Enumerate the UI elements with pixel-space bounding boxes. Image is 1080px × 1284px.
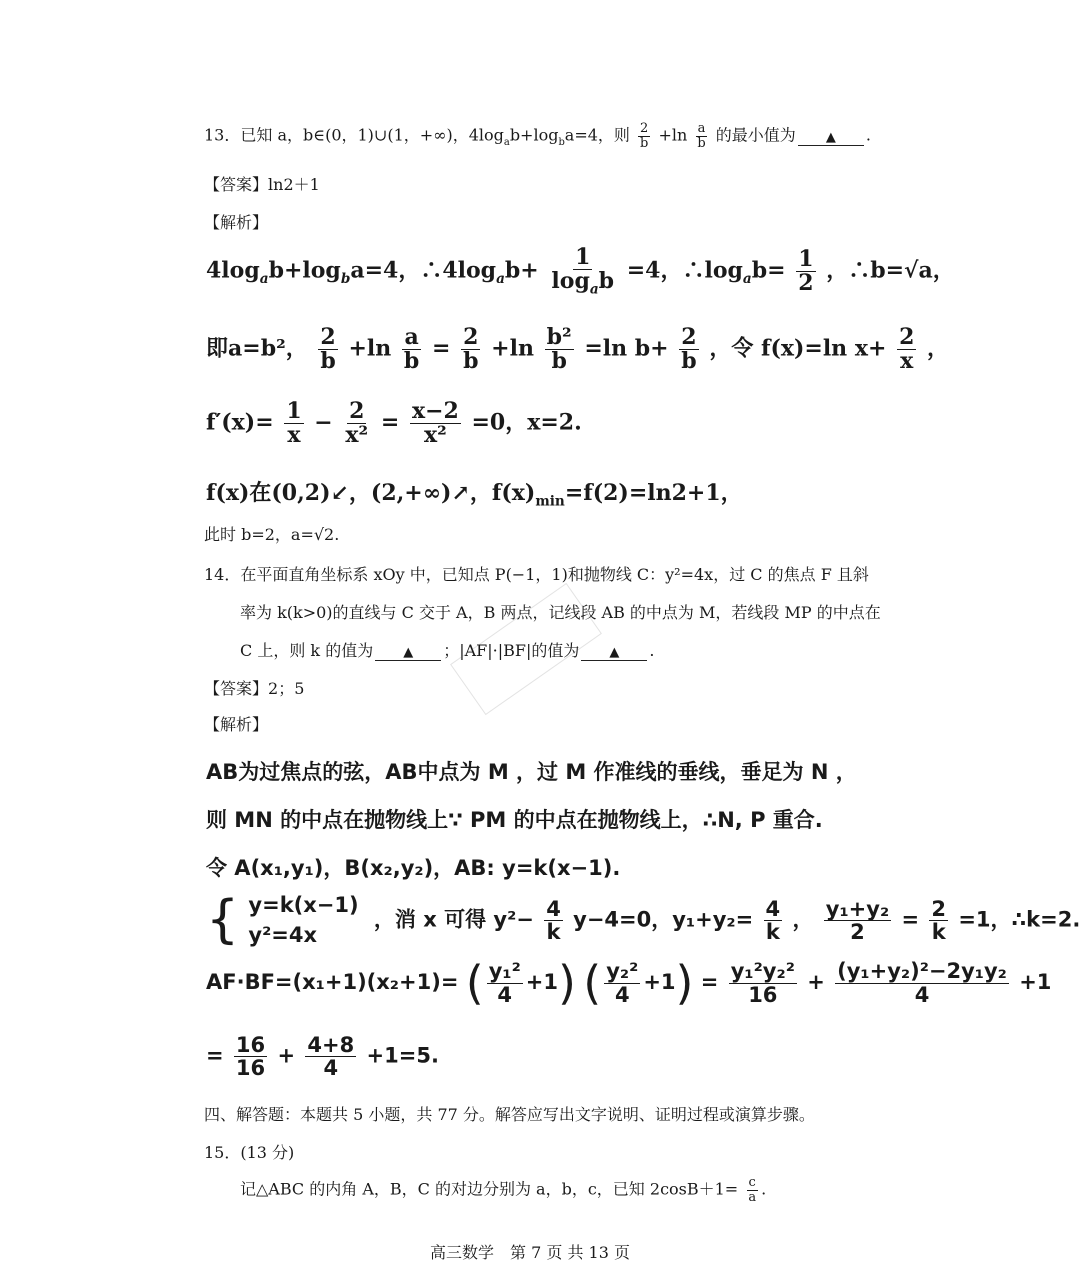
fraction: $\frac{c}{a}$ bbox=[748, 1175, 757, 1205]
q13-solution-line-4: f(x)在(0,2)↙，(2,+∞)↗，$f(x)_{min}=f(2)=\ln 2+1$， bbox=[206, 480, 743, 510]
fraction: $\frac{\text{y₁²}}{4}$ bbox=[488, 959, 521, 1007]
fraction: $\frac{1}{\log_ab}$ bbox=[551, 244, 615, 298]
q14-solution-line-5: AF·BF=(x₁+1)(x₂+1)= ( $\frac{\text{y₁²}}{4}$ +1) ( $\frac{\text{y₂²}}{4}$ +1) = $\frac{\text{y₁²y₂²}}{16}$ + $\frac{\text{(y₁+y₂)²−2y₁y₂}}{4}$ +1 bbox=[206, 956, 1052, 1010]
fraction: $\frac{a}{b}$ bbox=[697, 121, 706, 151]
fraction: $\frac{\text{b²}}{b}$ bbox=[546, 324, 572, 375]
fraction: $\frac{a}{b}$ bbox=[403, 324, 420, 375]
answer-blank: ▲ bbox=[798, 126, 864, 146]
q14-analysis-label: 【解析】 bbox=[204, 715, 269, 734]
answer-blank: ▲ bbox=[375, 641, 441, 661]
fraction: $\frac{x-2}{\text{x²}}$ bbox=[411, 398, 459, 449]
fraction: $\frac{2}{b}$ bbox=[681, 324, 697, 375]
q14-stem-line-3: C 上，则 k 的值为 ▲ ；|AF|·|BF|的值为 ▲ . bbox=[240, 641, 655, 660]
q14-solution-line-4: { y=k(x−1) y²=4x ，消 x 可得 y²− $\frac{4}{k}$ y−4=0，y₁+y₂= $\frac{4}{k}$ ， $\frac{\text{y₁+y₂}}{2}$ = $\frac{2}{k}$ =1，∴k=2. bbox=[206, 890, 1080, 951]
q14-solution-line-3: 令 A(x₁,y₁)，B(x₂,y₂)，AB: y=k(x−1). bbox=[206, 856, 621, 880]
q14-solution-line-6: = $\frac{16}{16}$ + $\frac{4+8}{4}$ +1=5. bbox=[206, 1033, 439, 1081]
fraction: $\frac{4}{k}$ bbox=[546, 896, 561, 944]
q14-solution-line-1: AB为过焦点的弦，AB中点为 M ，过 M 作准线的垂线，垂足为 N ， bbox=[206, 760, 857, 784]
equation-system: y=k(x−1) y²=4x bbox=[248, 893, 359, 948]
fraction: $\frac{\text{y₂²}}{4}$ bbox=[606, 959, 639, 1007]
q13-solution-line-5: 此时 b=2，a=√2. bbox=[204, 525, 340, 544]
q14-answer: 【答案】2；5 bbox=[204, 679, 305, 698]
q14-solution-line-2: 则 MN 的中点在抛物线上∵ PM 的中点在抛物线上，∴N, P 重合. bbox=[206, 808, 823, 832]
q14-stem-line-2: 率为 k(k>0)的直线与 C 交于 A，B 两点，记线段 AB 的中点为 M，若线段 MP 的中点在 bbox=[240, 603, 881, 622]
page-footer: 高三数学 第 7 页 共 13 页 bbox=[430, 1243, 630, 1262]
fraction: $\frac{16}{16}$ bbox=[235, 1033, 266, 1081]
section-heading: 四、解答题：本题共 5 小题，共 77 分。解答应写出文字说明、证明过程或演算步骤。 bbox=[204, 1105, 815, 1124]
q13-solution-line-3: f′(x)= $\frac{1}{x}$ − $\frac{2}{\text{x²}}$ = $\frac{x-2}{\text{x²}}$ =0，x=2. bbox=[206, 398, 582, 449]
q15-heading: 15．(13 分) bbox=[204, 1143, 295, 1162]
fraction: $\frac{4+8}{4}$ bbox=[307, 1033, 355, 1081]
q15-stem: 记△ABC 的内角 A，B，C 的对边分别为 a，b，c，已知 2cosB＋1= $\frac{c}{a}$ . bbox=[240, 1175, 767, 1205]
fraction: $\frac{2}{k}$ bbox=[931, 896, 947, 944]
fraction: $\frac{2}{b}$ bbox=[640, 121, 649, 151]
fraction: $\frac{1}{x}$ bbox=[286, 398, 302, 449]
fraction: $\frac{4}{k}$ bbox=[765, 896, 781, 944]
fraction: $\frac{2}{\text{x²}}$ bbox=[345, 398, 369, 449]
q13-answer: 【答案】ln2＋1 bbox=[204, 175, 320, 194]
fraction: $\frac{\text{y₁+y₂}}{2}$ bbox=[825, 896, 890, 944]
q13-stem: 13．已知 a，b∈(0，1)∪(1，+∞)，$4\log_ab+\log_ba=4$，则 $\frac{2}{b}$ +ln $\frac{a}{b}$ 的最小值为 ▲ . bbox=[204, 121, 871, 151]
fraction: $\frac{2}{b}$ bbox=[320, 324, 336, 375]
fraction: $\frac{2}{x}$ bbox=[899, 324, 915, 375]
fraction: $\frac{2}{b}$ bbox=[463, 324, 479, 375]
q14-stem-line-1: 14．在平面直角坐标系 xOy 中，已知点 P(−1，1)和抛物线 C：y²=4x，过 C 的焦点 F 且斜 bbox=[204, 565, 869, 584]
fraction: $\frac{\text{(y₁+y₂)²−2y₁y₂}}{4}$ bbox=[837, 959, 1007, 1007]
answer-blank: ▲ bbox=[581, 641, 647, 661]
q13-solution-line-1: $4\log_ab+\log_ba=4$，$\therefore 4\log_ab+$ $\frac{1}{\log_ab}$ =4，$\therefore\log_ab=$ $\frac{1}{2}$ ，∴b=√a， bbox=[206, 244, 955, 298]
q13-analysis-label: 【解析】 bbox=[204, 213, 269, 232]
fraction: $\frac{\text{y₁²y₂²}}{16}$ bbox=[730, 959, 795, 1007]
fraction: $\frac{1}{2}$ bbox=[798, 245, 814, 296]
brace: { bbox=[206, 890, 240, 951]
q13-solution-line-2: 即a=b²， $\frac{2}{b}$ +ln $\frac{a}{b}$ = $\frac{2}{b}$ +ln $\frac{\text{b²}}{b}$ =ln b+ $\frac{2}{b}$ ，令 f(x)=ln x+ $\frac{2}{x}$ ， bbox=[206, 324, 950, 375]
